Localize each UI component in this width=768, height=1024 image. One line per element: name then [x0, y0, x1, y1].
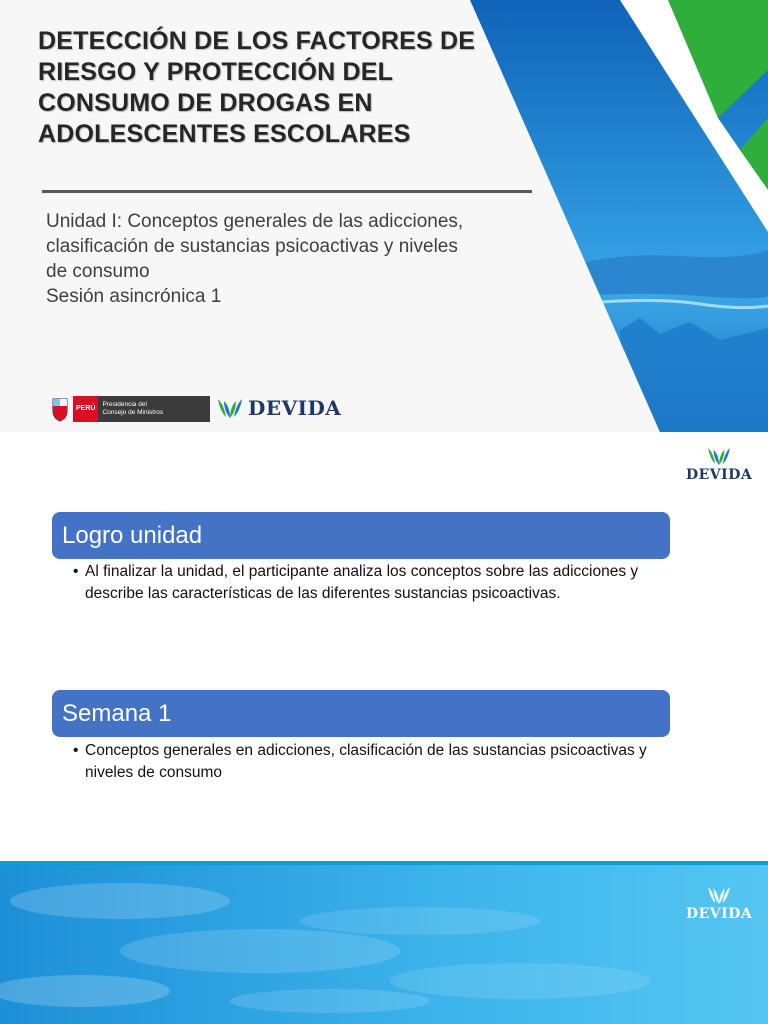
sky-background [0, 861, 768, 1024]
session-label: Sesión asincrónica 1 [46, 286, 222, 307]
pcm-name [98, 396, 210, 422]
subtitle-line: de consumo [46, 261, 150, 282]
slide-title: DETECCIÓN DE LOS FACTORES DE RIESGO Y PROTECCIÓN DEL CONSUMO DE DROGAS EN ADOLESCENTES ESCOLARES [38, 27, 476, 148]
bullet-dot: • [73, 563, 79, 580]
devida-leaf-icon [216, 397, 244, 419]
pcm-line: Presidencia del [102, 401, 147, 408]
devida-logo [216, 396, 341, 420]
list-item [60, 740, 660, 784]
devida-logo [686, 885, 752, 922]
subtitle-line: Unidad I: Conceptos generales de las adicciones, [46, 211, 464, 232]
devida-leaf-icon [706, 446, 732, 466]
bullet-text: Conceptos generales en adicciones, clasificación de las sustancias psicoactivas y niveles de consumo [85, 742, 647, 781]
bullet-text: Al finalizar la unidad, el participante analiza los conceptos sobre las adicciones y describe las características de las diferentes sustancias psicoactivas. [85, 563, 639, 602]
title-slide [0, 0, 768, 432]
subtitle-line: clasificación de sustancias psicoactivas y niveles [46, 236, 458, 257]
devida-wordmark: DEVIDA [686, 467, 753, 483]
devida-wordmark: DEVIDA [686, 906, 753, 922]
pcm-logo [50, 396, 210, 422]
list-item [60, 561, 660, 605]
peru-shield-icon [50, 396, 70, 422]
title-divider [42, 190, 532, 193]
slide-subtitle [46, 209, 546, 309]
bullet-dot: • [73, 742, 79, 759]
section-heading-logro: Logro unidad [52, 512, 670, 559]
content-slide [0, 432, 768, 864]
devida-wordmark: DEVIDA [248, 396, 342, 420]
pcm-country: PERÚ [73, 396, 98, 422]
closing-slide [0, 861, 768, 1024]
devida-logo [686, 446, 752, 483]
devida-leaf-icon [706, 885, 732, 905]
section-body-semana [60, 740, 660, 784]
section-body-logro [60, 561, 660, 605]
section-heading-semana: Semana 1 [52, 690, 670, 737]
pcm-line: Consejo de Ministros [102, 409, 164, 416]
